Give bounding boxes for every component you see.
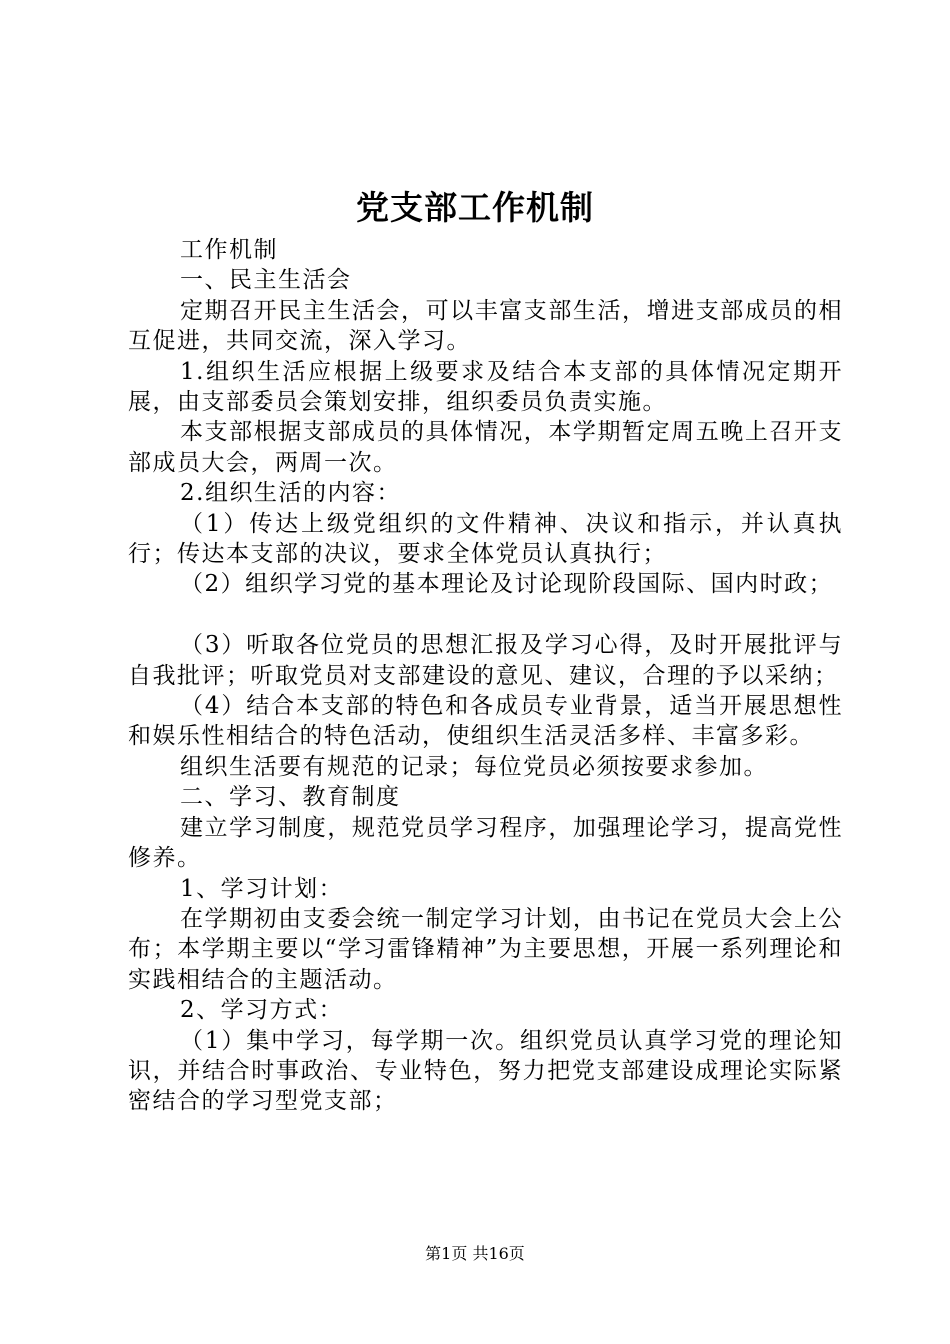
paragraph: （3）听取各位党员的思想汇报及学习心得，及时开展批评与自我批评；听取党员对支部建设的意见、建议，合理的予以采纳； [128,632,843,689]
paragraph: 组织生活要有规范的记录；每位党员必须按要求参加。 [180,753,768,780]
paragraph: 1.组织生活应根据上级要求及结合本支部的具体情况定期开展，由支部委员会策划安排，组织委员负责实施。 [128,358,843,416]
paragraph: 2、学习方式： [180,997,344,1024]
paragraph: （4）结合本支部的特色和各成员专业背景，适当开展思想性和娱乐性相结合的特色活动，使组织生活灵活多样、丰富多彩。 [128,693,843,750]
blank-line [128,600,843,630]
section-heading: 二、学习、教育制度 [180,784,401,811]
paragraph: 在学期初由支委会统一制定学习计划，由书记在党员大会上公布；本学期主要以“学习雷锋精神”为主要思想，开展一系列理论和实践相结合的主题活动。 [128,905,843,993]
paragraph: （1）传达上级党组织的文件精神、决议和指示，并认真执行；传达本支部的决议，要求全体党员认真执行； [128,510,843,568]
paragraph: 建立学习制度，规范党员学习程序，加强理论学习，提高党性修养。 [128,814,843,872]
paragraph: （2）组织学习党的基本理论及讨论现阶段国际、国内时政； [180,571,834,598]
paragraph: （1）集中学习，每学期一次。组织党员认真学习党的理论知识，并结合时事政治、专业特色，努力把党支部建设成理论实际紧密结合的学习型党支部； [128,1027,843,1115]
paragraph: 2.组织生活的内容： [180,480,401,507]
paragraph: 定期召开民主生活会，可以丰富支部生活，增进支部成员的相互促进，共同交流，深入学习。 [128,297,843,355]
section-heading: 一、民主生活会 [180,267,352,294]
paragraph: 本支部根据支部成员的具体情况，本学期暂定周五晚上召开支部成员大会，两周一次。 [128,419,843,476]
paragraph: 1、学习计划： [180,875,344,902]
paragraph: 工作机制 [180,237,278,263]
document-title: 党支部工作机制 [356,188,594,227]
page-footer: 第1页 共16页 [425,1244,525,1263]
document-body [128,235,843,1117]
